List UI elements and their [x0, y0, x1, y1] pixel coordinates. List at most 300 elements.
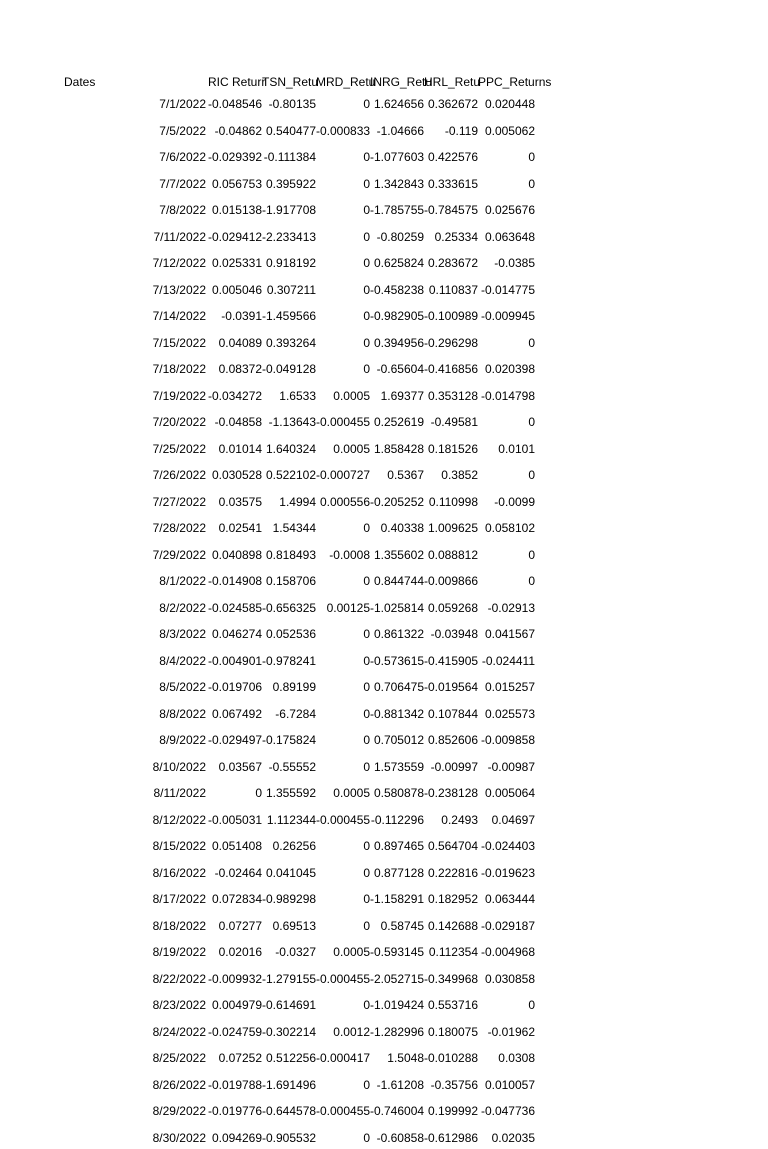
ppc-cell[interactable]: 0.010057: [484, 1077, 535, 1092]
tsn-cell[interactable]: 0.158706: [265, 574, 316, 588]
tsn-cell[interactable]: 0.26256: [272, 839, 316, 853]
hrl-cell[interactable]: 0.362672: [427, 97, 478, 111]
date-cell[interactable]: 7/1/2022: [159, 97, 206, 111]
ppc-cell[interactable]: 0: [528, 176, 535, 191]
hrl-cell[interactable]: -0.416856: [424, 362, 479, 376]
table-row: [0, 279, 768, 301]
inrg-cell[interactable]: 0.877128: [373, 865, 424, 880]
ppc-cell[interactable]: -0.019623: [480, 865, 535, 880]
ppc-cell[interactable]: 0.063648: [484, 229, 535, 244]
date-cell[interactable]: 8/17/2022: [152, 892, 206, 906]
hrl-cell[interactable]: 1.009625: [427, 521, 478, 535]
hrl-cell[interactable]: 0.25334: [434, 229, 478, 244]
mrd-cell[interactable]: 0: [363, 653, 370, 668]
ric-cell[interactable]: -0.02464: [214, 865, 262, 880]
tsn-cell[interactable]: -0.644578: [262, 1104, 317, 1118]
header-ric-returns[interactable]: RIC Returr: [208, 75, 266, 89]
date-cell[interactable]: 7/7/2022: [159, 176, 206, 191]
mrd-cell[interactable]: 0: [363, 309, 370, 323]
ppc-cell[interactable]: -0.004968: [480, 945, 535, 959]
tsn-cell[interactable]: 0.522102: [265, 468, 316, 482]
ric-cell[interactable]: -0.034272: [208, 388, 263, 403]
ppc-cell[interactable]: 0.041567: [484, 627, 535, 641]
tsn-cell[interactable]: -1.917708: [262, 203, 317, 217]
inrg-cell[interactable]: -0.205252: [370, 494, 425, 509]
ppc-cell[interactable]: 0: [528, 547, 535, 562]
date-cell[interactable]: 8/23/2022: [152, 998, 206, 1012]
ric-cell[interactable]: -0.024585: [208, 600, 263, 615]
hrl-cell[interactable]: -0.100989: [424, 309, 479, 323]
tsn-cell[interactable]: 0.89199: [272, 680, 316, 694]
tsn-cell[interactable]: -0.978241: [262, 653, 317, 668]
ppc-cell[interactable]: -0.0385: [494, 256, 535, 270]
inrg-cell[interactable]: -0.65604: [376, 362, 424, 376]
hrl-cell[interactable]: 0.110998: [428, 494, 478, 509]
inrg-cell[interactable]: -1.025814: [370, 600, 425, 615]
tsn-cell[interactable]: -0.55552: [268, 759, 316, 774]
hrl-cell[interactable]: 0.110837: [428, 282, 478, 297]
date-cell[interactable]: 8/18/2022: [152, 918, 206, 933]
hrl-cell[interactable]: -0.612986: [424, 1130, 479, 1145]
inrg-cell[interactable]: -1.019424: [370, 998, 425, 1012]
date-cell[interactable]: 7/25/2022: [152, 441, 206, 456]
mrd-cell[interactable]: -0.000727: [316, 468, 371, 482]
date-cell[interactable]: 7/5/2022: [159, 123, 206, 138]
hrl-cell[interactable]: 0.180075: [427, 1024, 478, 1039]
header-mrd-returns[interactable]: MRD_Retu: [316, 75, 376, 89]
ppc-cell[interactable]: -0.0099: [494, 494, 535, 509]
date-cell[interactable]: 7/6/2022: [159, 150, 206, 164]
ric-cell[interactable]: -0.004901: [208, 653, 263, 668]
inrg-cell[interactable]: 0.861322: [373, 627, 424, 641]
ric-cell[interactable]: -0.029497: [208, 733, 263, 747]
date-cell[interactable]: 7/12/2022: [152, 256, 206, 270]
ppc-cell[interactable]: 0.063444: [484, 892, 535, 906]
tsn-cell[interactable]: 1.112344: [266, 812, 316, 827]
date-cell[interactable]: 8/4/2022: [159, 653, 206, 668]
hrl-cell[interactable]: 0.088812: [427, 547, 478, 562]
ric-cell[interactable]: 0.051408: [211, 839, 262, 853]
date-cell[interactable]: 8/30/2022: [152, 1130, 206, 1145]
hrl-cell[interactable]: 0.553716: [427, 998, 478, 1012]
date-cell[interactable]: 7/8/2022: [159, 203, 206, 217]
mrd-cell[interactable]: 0: [363, 574, 370, 588]
header-hrl-returns[interactable]: HRL_Retu: [424, 75, 481, 89]
mrd-cell[interactable]: 0: [363, 97, 370, 111]
table-row: [0, 120, 768, 142]
inrg-cell[interactable]: -1.785755: [370, 203, 425, 217]
mrd-cell[interactable]: 0.0012: [333, 1024, 370, 1039]
tsn-cell[interactable]: 1.640324: [265, 441, 316, 456]
date-cell[interactable]: 8/8/2022: [159, 706, 206, 721]
mrd-cell[interactable]: -0.000455: [316, 971, 371, 986]
inrg-cell[interactable]: -0.80259: [376, 229, 424, 244]
ric-cell[interactable]: 0.005046: [211, 282, 262, 297]
mrd-cell[interactable]: -0.000455: [316, 812, 371, 827]
header-inrg-returns[interactable]: INRG_Retu: [370, 75, 433, 89]
date-cell[interactable]: 8/15/2022: [152, 839, 206, 853]
hrl-cell[interactable]: 0.107844: [427, 706, 478, 721]
tsn-cell[interactable]: -0.614691: [262, 998, 317, 1012]
mrd-cell[interactable]: -0.0008: [329, 547, 370, 562]
hrl-cell[interactable]: 0.353128: [427, 388, 478, 403]
ric-cell[interactable]: 0.07252: [218, 1051, 262, 1065]
date-cell[interactable]: 8/19/2022: [152, 945, 206, 959]
ppc-cell[interactable]: 0.058102: [484, 521, 535, 535]
table-row: [0, 597, 768, 619]
tsn-cell[interactable]: -0.0327: [275, 945, 316, 959]
hrl-cell[interactable]: 0.222816: [427, 865, 478, 880]
ric-cell[interactable]: -0.009932: [208, 971, 263, 986]
ppc-cell[interactable]: 0.005064: [484, 786, 535, 800]
ric-cell[interactable]: 0.067492: [211, 706, 262, 721]
hrl-cell[interactable]: 0.564704: [427, 839, 478, 853]
mrd-cell[interactable]: -0.000455: [316, 1104, 371, 1118]
mrd-cell[interactable]: 0: [363, 1077, 370, 1092]
date-cell[interactable]: 7/19/2022: [152, 388, 206, 403]
mrd-cell[interactable]: 0: [363, 865, 370, 880]
ppc-cell[interactable]: 0.04697: [491, 812, 535, 827]
table-row: [0, 252, 768, 274]
inrg-cell[interactable]: 1.858428: [373, 441, 424, 456]
ric-cell[interactable]: 0.07277: [218, 918, 262, 933]
mrd-cell[interactable]: 0.0005: [333, 441, 370, 456]
tsn-cell[interactable]: 0.69513: [272, 918, 316, 933]
date-cell[interactable]: 7/20/2022: [152, 415, 206, 429]
header-ppc-returns[interactable]: PPC_Returns: [478, 75, 552, 89]
date-cell[interactable]: 8/3/2022: [159, 627, 206, 641]
inrg-cell[interactable]: 0.705012: [373, 733, 424, 747]
ric-cell[interactable]: 0.025331: [211, 256, 262, 270]
hrl-cell[interactable]: 0.333615: [427, 176, 478, 191]
mrd-cell[interactable]: 0.0005: [333, 945, 370, 959]
ppc-cell[interactable]: 0.0308: [498, 1051, 535, 1065]
mrd-cell[interactable]: -0.000417: [316, 1051, 371, 1065]
hrl-cell[interactable]: -0.35756: [430, 1077, 478, 1092]
inrg-cell[interactable]: 0.580878: [373, 786, 424, 800]
ric-cell[interactable]: 0.02016: [218, 945, 262, 959]
ppc-cell[interactable]: 0: [528, 468, 535, 482]
ric-cell[interactable]: 0.01014: [218, 441, 262, 456]
date-cell[interactable]: 7/15/2022: [152, 335, 206, 350]
ppc-cell[interactable]: 0.020448: [484, 97, 535, 111]
ppc-cell[interactable]: 0.02035: [491, 1130, 535, 1145]
tsn-cell[interactable]: 0.395922: [265, 176, 316, 191]
inrg-cell[interactable]: -0.881342: [370, 706, 425, 721]
tsn-cell[interactable]: 0.918192: [265, 256, 316, 270]
tsn-cell[interactable]: 1.355592: [265, 786, 316, 800]
ppc-cell[interactable]: -0.009858: [480, 733, 535, 747]
inrg-cell[interactable]: 1.355602: [373, 547, 424, 562]
date-cell[interactable]: 7/26/2022: [152, 468, 206, 482]
ppc-cell[interactable]: 0: [528, 574, 535, 588]
hrl-cell[interactable]: -0.009866: [424, 574, 479, 588]
inrg-cell[interactable]: 1.69377: [380, 388, 424, 403]
tsn-cell[interactable]: -1.279155: [262, 971, 317, 986]
tsn-cell[interactable]: 1.54344: [272, 521, 316, 535]
inrg-cell[interactable]: -0.60858: [376, 1130, 424, 1145]
hrl-cell[interactable]: -0.784575: [424, 203, 479, 217]
date-cell[interactable]: 8/16/2022: [152, 865, 206, 880]
date-cell[interactable]: 8/24/2022: [152, 1024, 206, 1039]
inrg-cell[interactable]: -1.282996: [370, 1024, 425, 1039]
tsn-cell[interactable]: -1.691496: [262, 1077, 317, 1092]
inrg-cell[interactable]: 0.5367: [387, 468, 424, 482]
hrl-cell[interactable]: 0.2493: [441, 812, 478, 827]
ppc-cell[interactable]: 0: [528, 415, 535, 429]
hrl-cell[interactable]: -0.415905: [424, 653, 479, 668]
ric-cell[interactable]: 0.03575: [218, 494, 262, 509]
mrd-cell[interactable]: 0: [363, 680, 370, 694]
ppc-cell[interactable]: -0.014798: [480, 388, 535, 403]
tsn-cell[interactable]: -1.459566: [262, 309, 317, 323]
ric-cell[interactable]: 0.015138: [211, 203, 262, 217]
tsn-cell[interactable]: -1.13643: [268, 415, 316, 429]
ric-cell[interactable]: 0.03567: [218, 759, 262, 774]
tsn-cell[interactable]: 0.540477: [265, 123, 316, 138]
tsn-cell[interactable]: 1.6533: [279, 388, 316, 403]
hrl-cell[interactable]: -0.00997: [430, 759, 478, 774]
ppc-cell[interactable]: -0.00987: [487, 759, 535, 774]
mrd-cell[interactable]: 0.0005: [333, 786, 370, 800]
hrl-cell[interactable]: 0.3852: [441, 468, 478, 482]
inrg-cell[interactable]: 0.58745: [380, 918, 424, 933]
date-cell[interactable]: 7/29/2022: [152, 547, 206, 562]
tsn-cell[interactable]: -0.80135: [268, 97, 316, 111]
table-row: [0, 1021, 768, 1043]
inrg-cell[interactable]: -0.982905: [370, 309, 425, 323]
hrl-cell[interactable]: -0.019564: [424, 680, 479, 694]
ric-cell[interactable]: -0.019788: [208, 1077, 263, 1092]
hrl-cell[interactable]: 0.199992: [427, 1104, 478, 1118]
inrg-cell[interactable]: -0.112296: [370, 812, 424, 827]
ric-cell[interactable]: 0.02541: [218, 521, 262, 535]
table-row: [0, 358, 768, 380]
hrl-cell[interactable]: 0.112354: [428, 945, 478, 959]
date-cell[interactable]: 8/22/2022: [152, 971, 206, 986]
tsn-cell[interactable]: -2.233413: [262, 229, 317, 244]
date-cell[interactable]: 8/26/2022: [152, 1077, 206, 1092]
mrd-cell[interactable]: 0: [363, 256, 370, 270]
mrd-cell[interactable]: 0: [363, 521, 370, 535]
table-row: [0, 146, 768, 168]
tsn-cell[interactable]: -6.7284: [275, 706, 316, 721]
date-cell[interactable]: 8/12/2022: [152, 812, 206, 827]
inrg-cell[interactable]: 0.252619: [373, 415, 424, 429]
ric-cell[interactable]: 0.094269: [211, 1130, 262, 1145]
date-cell[interactable]: 7/14/2022: [152, 309, 206, 323]
ric-cell[interactable]: 0.08372: [218, 362, 262, 376]
tsn-cell[interactable]: -0.049128: [262, 362, 317, 376]
inrg-cell[interactable]: -0.573615: [370, 653, 425, 668]
ric-cell[interactable]: 0.030528: [211, 468, 262, 482]
ric-cell[interactable]: -0.029392: [208, 150, 263, 164]
ric-cell[interactable]: -0.029412: [208, 229, 263, 244]
mrd-cell[interactable]: 0.000556: [319, 494, 370, 509]
ppc-cell[interactable]: -0.024403: [480, 839, 535, 853]
ppc-cell[interactable]: -0.02913: [487, 600, 535, 615]
ric-cell[interactable]: 0.072834: [211, 892, 262, 906]
table-row: [0, 994, 768, 1016]
header-dates[interactable]: Dates: [64, 75, 96, 89]
ric-cell[interactable]: -0.019706: [208, 680, 263, 694]
date-cell[interactable]: 7/27/2022: [152, 494, 206, 509]
ppc-cell[interactable]: 0.005062: [484, 123, 535, 138]
tsn-cell[interactable]: 1.4994: [279, 494, 316, 509]
mrd-cell[interactable]: 0: [363, 627, 370, 641]
mrd-cell[interactable]: 0: [363, 759, 370, 774]
ric-cell[interactable]: 0.004979: [211, 998, 262, 1012]
inrg-cell[interactable]: 0.394956: [373, 335, 424, 350]
mrd-cell[interactable]: -0.000833: [316, 123, 371, 138]
inrg-cell[interactable]: -1.158291: [370, 892, 425, 906]
hrl-cell[interactable]: 0.852606: [427, 733, 478, 747]
ric-cell[interactable]: 0.04089: [218, 335, 262, 350]
date-cell[interactable]: 8/11/2022: [153, 786, 206, 800]
table-row: [0, 756, 768, 778]
hrl-cell[interactable]: -0.238128: [424, 786, 479, 800]
inrg-cell[interactable]: -1.61208: [376, 1077, 424, 1092]
hrl-cell[interactable]: -0.49581: [430, 415, 478, 429]
date-cell[interactable]: 8/9/2022: [159, 733, 206, 747]
ppc-cell[interactable]: 0.025573: [484, 706, 535, 721]
ric-cell[interactable]: -0.014908: [208, 574, 263, 588]
mrd-cell[interactable]: 0: [363, 733, 370, 747]
ppc-cell[interactable]: 0: [528, 335, 535, 350]
ric-cell[interactable]: 0.046274: [211, 627, 262, 641]
ppc-cell[interactable]: -0.009945: [480, 309, 535, 323]
mrd-cell[interactable]: 0: [363, 1130, 370, 1145]
ric-cell[interactable]: -0.024759: [208, 1024, 263, 1039]
date-cell[interactable]: 8/10/2022: [152, 759, 206, 774]
inrg-cell[interactable]: -0.593145: [370, 945, 425, 959]
date-cell[interactable]: 8/1/2022: [159, 574, 206, 588]
inrg-cell[interactable]: 0.897465: [373, 839, 424, 853]
inrg-cell[interactable]: -1.077603: [370, 150, 425, 164]
ppc-cell[interactable]: 0.025676: [484, 203, 535, 217]
tsn-cell[interactable]: 0.393264: [265, 335, 316, 350]
tsn-cell[interactable]: 0.818493: [265, 547, 316, 562]
date-cell[interactable]: 8/2/2022: [159, 600, 206, 615]
mrd-cell[interactable]: 0: [363, 229, 370, 244]
date-cell[interactable]: 7/18/2022: [152, 362, 206, 376]
hrl-cell[interactable]: 0.181526: [427, 441, 478, 456]
inrg-cell[interactable]: 0.625824: [373, 256, 424, 270]
ppc-cell[interactable]: 0.030858: [484, 971, 535, 986]
mrd-cell[interactable]: 0: [363, 918, 370, 933]
ppc-cell[interactable]: 0: [528, 150, 535, 164]
ric-cell[interactable]: 0: [255, 786, 262, 800]
ppc-cell[interactable]: 0.015257: [484, 680, 535, 694]
tsn-cell[interactable]: 0.052536: [265, 627, 316, 641]
hrl-cell[interactable]: -0.010288: [424, 1051, 479, 1065]
table-row: [0, 332, 768, 354]
mrd-cell[interactable]: -0.000455: [316, 415, 371, 429]
mrd-cell[interactable]: 0: [363, 998, 370, 1012]
hrl-cell[interactable]: -0.119: [444, 123, 478, 138]
inrg-cell[interactable]: 1.624656: [373, 97, 424, 111]
ppc-cell[interactable]: 0.0101: [498, 441, 535, 456]
ric-cell[interactable]: -0.04862: [214, 123, 262, 138]
inrg-cell[interactable]: -0.746004: [370, 1104, 425, 1118]
mrd-cell[interactable]: 0: [363, 892, 370, 906]
mrd-cell[interactable]: 0.00125: [326, 600, 370, 615]
inrg-cell[interactable]: 1.342843: [373, 176, 424, 191]
inrg-cell[interactable]: 1.573559: [373, 759, 424, 774]
hrl-cell[interactable]: 0.182952: [427, 892, 478, 906]
inrg-cell[interactable]: -1.04666: [376, 123, 424, 138]
mrd-cell[interactable]: 0: [363, 282, 370, 297]
date-cell[interactable]: 7/11/2022: [153, 229, 206, 244]
hrl-cell[interactable]: 0.283672: [427, 256, 478, 270]
ric-cell[interactable]: -0.005031: [208, 812, 263, 827]
tsn-cell[interactable]: 0.041045: [265, 865, 316, 880]
ric-cell[interactable]: 0.056753: [211, 176, 262, 191]
ppc-cell[interactable]: 0.020398: [484, 362, 535, 376]
mrd-cell[interactable]: 0: [363, 203, 370, 217]
tsn-cell[interactable]: -0.905532: [262, 1130, 317, 1145]
hrl-cell[interactable]: 0.142688: [427, 918, 478, 933]
ppc-cell[interactable]: -0.029187: [480, 918, 535, 933]
date-cell[interactable]: 8/25/2022: [152, 1051, 206, 1065]
tsn-cell[interactable]: -0.656325: [262, 600, 317, 615]
tsn-cell[interactable]: -0.302214: [262, 1024, 317, 1039]
mrd-cell[interactable]: 0: [363, 839, 370, 853]
mrd-cell[interactable]: 0: [363, 362, 370, 376]
ric-cell[interactable]: -0.0391: [221, 309, 262, 323]
table-row: [0, 809, 768, 831]
hrl-cell[interactable]: -0.03948: [430, 627, 478, 641]
ppc-cell[interactable]: -0.014775: [480, 282, 535, 297]
inrg-cell[interactable]: 1.5048: [387, 1051, 424, 1065]
inrg-cell[interactable]: -2.052715: [370, 971, 425, 986]
hrl-cell[interactable]: -0.296298: [424, 335, 479, 350]
ric-cell[interactable]: -0.04858: [214, 415, 262, 429]
date-cell[interactable]: 8/29/2022: [152, 1104, 206, 1118]
date-cell[interactable]: 7/13/2022: [152, 282, 206, 297]
hrl-cell[interactable]: 0.422576: [427, 150, 478, 164]
inrg-cell[interactable]: 0.706475: [373, 680, 424, 694]
tsn-cell[interactable]: 0.512256: [265, 1051, 316, 1065]
ric-cell[interactable]: 0.040898: [211, 547, 262, 562]
tsn-cell[interactable]: -0.111384: [263, 150, 316, 164]
date-cell[interactable]: 8/5/2022: [159, 680, 206, 694]
tsn-cell[interactable]: -0.989298: [262, 892, 317, 906]
ppc-cell[interactable]: -0.047736: [480, 1104, 535, 1118]
ric-cell[interactable]: -0.048546: [208, 97, 263, 111]
header-tsn-returns[interactable]: TSN_Retu: [262, 75, 319, 89]
ppc-cell[interactable]: -0.01962: [487, 1024, 535, 1039]
table-row: [0, 703, 768, 725]
mrd-cell[interactable]: 0.0005: [333, 388, 370, 403]
tsn-cell[interactable]: 0.307211: [266, 282, 316, 297]
mrd-cell[interactable]: 0: [363, 176, 370, 191]
hrl-cell[interactable]: 0.059268: [427, 600, 478, 615]
date-cell[interactable]: 7/28/2022: [152, 521, 206, 535]
table-row: [0, 438, 768, 460]
mrd-cell[interactable]: 0: [363, 150, 370, 164]
ric-cell[interactable]: -0.019776: [208, 1104, 263, 1118]
inrg-cell[interactable]: 0.40338: [380, 521, 424, 535]
ppc-cell[interactable]: -0.024411: [481, 653, 535, 668]
mrd-cell[interactable]: 0: [363, 335, 370, 350]
tsn-cell[interactable]: -0.175824: [262, 733, 317, 747]
mrd-cell[interactable]: 0: [363, 706, 370, 721]
hrl-cell[interactable]: -0.349968: [424, 971, 479, 986]
inrg-cell[interactable]: 0.844744: [373, 574, 424, 588]
ppc-cell[interactable]: 0: [528, 998, 535, 1012]
inrg-cell[interactable]: -0.458238: [370, 282, 425, 297]
